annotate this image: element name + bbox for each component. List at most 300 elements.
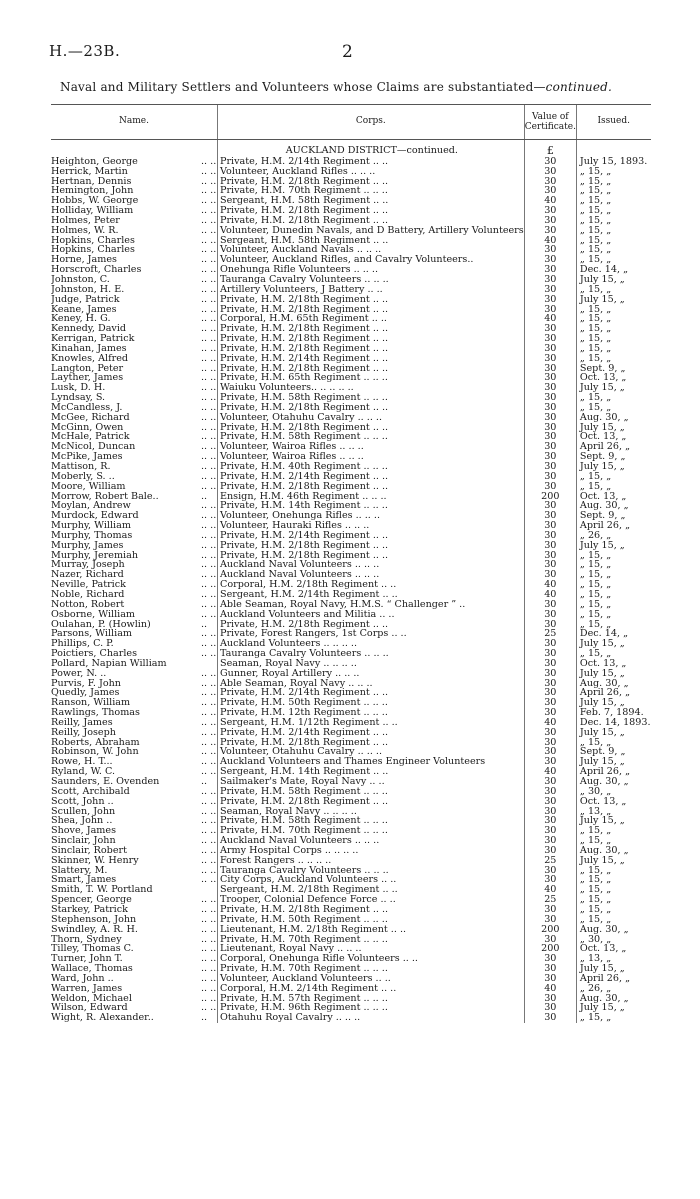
corps: Private, H.M. 2/18th Regiment .. .. (218, 206, 525, 216)
settler-name: Hertnan, Dennis (51, 176, 132, 187)
settler-name: Osborne, William (51, 609, 136, 620)
leader-dots: .. .. (201, 521, 217, 531)
certificate-value: 30 (524, 974, 576, 984)
issued-date: „ 26, „ (576, 531, 650, 541)
issued-date: „ 15, „ (576, 482, 650, 492)
certificate-value: 30 (524, 383, 576, 393)
settler-name: Phillips, C. P. (51, 639, 114, 650)
settler-name: Tilley, Thomas C. (51, 944, 134, 955)
certificate-value: 200 (524, 492, 576, 502)
issued-date: Oct. 13, „ (576, 797, 650, 807)
issued-date: Oct. 13, „ (576, 944, 650, 954)
leader-dots: .. .. (201, 452, 217, 462)
settler-name: Parsons, William (51, 629, 133, 640)
settler-name: Langton, Peter (51, 363, 124, 374)
corps: Private, H.M. 2/18th Regiment .. .. (218, 216, 525, 226)
issued-date: Dec. 14, „ (576, 629, 650, 639)
table-row (51, 994, 651, 1004)
table-row (51, 659, 651, 669)
settler-name: Wight, R. Alexander.. (51, 1013, 154, 1024)
certificate-value: 30 (524, 777, 576, 787)
certificate-value: 30 (524, 344, 576, 354)
issued-date: „ 15, „ (576, 570, 650, 580)
certificate-value: 30 (524, 432, 576, 442)
issued-date: Aug. 30, „ (576, 994, 650, 1004)
settler-name: Swindley, A. R. H. (51, 924, 138, 935)
table-row (51, 580, 651, 590)
table-row (51, 974, 651, 984)
leader-dots: .. .. (201, 649, 217, 659)
leader-dots: .. .. (201, 511, 217, 522)
leader-dots: .. .. (201, 708, 217, 718)
table-body (51, 140, 651, 1024)
corps: Lieutenant, Royal Navy .. .. .. (218, 944, 525, 954)
issued-date: „ 15, „ (576, 600, 650, 610)
certificate-value: 30 (524, 482, 576, 492)
table-row (51, 314, 651, 324)
certificate-value: 30 (524, 305, 576, 315)
caption-text: Naval and Military Settlers and Volunteers whose Claims are substantiated— (60, 80, 546, 94)
certificate-value: 40 (524, 590, 576, 600)
settler-name: Morrow, Robert Bale.. (51, 491, 159, 502)
corps: Sailmaker's Mate, Royal Navy .. .. (218, 777, 525, 787)
leader-dots: .. (201, 619, 208, 630)
issued-date: July 15, „ (576, 757, 650, 767)
issued-date: April 26, „ (576, 688, 650, 698)
table-row (51, 728, 651, 738)
certificate-value: 30 (524, 167, 576, 177)
leader-dots: .. .. (201, 383, 217, 394)
leader-dots: .. (201, 777, 208, 787)
leader-dots: .. .. (201, 993, 217, 1004)
leader-dots: .. .. (201, 206, 217, 216)
issued-date: „ 13, „ (576, 807, 650, 817)
leader-dots: .. .. (201, 462, 217, 472)
corps: Tauranga Cavalry Volunteers .. .. .. (218, 866, 525, 876)
table-row (51, 501, 651, 511)
certificate-value: 30 (524, 393, 576, 403)
leader-dots: .. .. (201, 196, 217, 207)
leader-dots: .. .. (201, 895, 217, 905)
table-row (51, 1013, 651, 1023)
certificate-value: 30 (524, 600, 576, 610)
certificate-value: 30 (524, 177, 576, 187)
issued-date: „ 15, „ (576, 245, 650, 255)
certificate-value: 30 (524, 610, 576, 620)
table-row (51, 186, 651, 196)
settler-name: Neville, Patrick (51, 580, 126, 590)
issued-date: April 26, „ (576, 442, 650, 452)
corps: Volunteer, Auckland Navals .. .. .. (218, 245, 525, 255)
corps: Private, H.M. 2/18th Regiment .. .. (218, 482, 525, 492)
table-row (51, 432, 651, 442)
corps: Auckland Naval Volunteers .. .. .. (218, 560, 525, 570)
certificate-value: 30 (524, 285, 576, 295)
leader-dots: .. .. (201, 698, 217, 709)
table-row (51, 236, 651, 246)
settler-name: Lusk, D. H. (51, 383, 106, 394)
table-row (51, 413, 651, 423)
table-row (51, 925, 651, 935)
certificate-value: 30 (524, 836, 576, 846)
certificate-value: 30 (524, 816, 576, 826)
claims-table (51, 104, 651, 1023)
certificate-value: 30 (524, 747, 576, 757)
corps: Private, H.M. 40th Regiment .. .. .. (218, 462, 525, 472)
leader-dots: .. .. (201, 501, 217, 512)
corps: Trooper, Colonial Defence Force .. .. (218, 895, 525, 905)
issued-date: „ 15, „ (576, 167, 650, 177)
leader-dots: .. .. (201, 550, 217, 561)
settler-name: Warren, James (51, 983, 123, 994)
corps: Private, H.M. 2/14th Regiment .. .. (218, 472, 525, 482)
issued-date: July 15, „ (576, 698, 650, 708)
corps: Private, H.M. 14th Regiment .. .. .. (218, 501, 525, 511)
settler-name: Power, N. .. (51, 668, 107, 679)
certificate-value: 30 (524, 265, 576, 275)
settler-name: Holmes, Peter (51, 215, 120, 226)
leader-dots: .. .. (201, 954, 217, 965)
table-row (51, 846, 651, 856)
leader-dots: .. .. (201, 156, 217, 167)
certificate-value: 30 (524, 807, 576, 817)
corps: Tauranga Cavalry Volunteers .. .. .. (218, 275, 525, 285)
corps: Sergeant, H.M. 1/12th Regiment .. .. (218, 718, 525, 728)
corps: Private, H.M. 70th Regiment .. .. .. (218, 964, 525, 974)
certificate-value: 200 (524, 944, 576, 954)
corps: Sergeant, H.M. 14th Regiment .. .. (218, 767, 525, 777)
table-row (51, 826, 651, 836)
issued-date: July 15, „ (576, 275, 650, 285)
certificate-value: 30 (524, 501, 576, 511)
issued-date: July 15, „ (576, 816, 650, 826)
issued-date: „ 15, „ (576, 836, 650, 846)
settler-name: McCandless, J. (51, 402, 123, 413)
leader-dots: .. .. (201, 255, 217, 266)
certificate-value: 30 (524, 620, 576, 630)
certificate-value: 30 (524, 560, 576, 570)
settler-name: Keane, James (51, 304, 117, 315)
settler-name: Holmes, W. R. (51, 225, 119, 236)
certificate-value: 30 (524, 757, 576, 767)
certificate-value: 30 (524, 1003, 576, 1013)
issued-date: July 15, „ (576, 728, 650, 738)
issued-date: July 15, „ (576, 423, 650, 433)
leader-dots: .. .. (201, 796, 217, 807)
corps: Able Seaman, Royal Navy .. .. .. (218, 679, 525, 689)
table-row (51, 521, 651, 531)
certificate-value: 30 (524, 935, 576, 945)
issued-date: Sept. 9, „ (576, 747, 650, 757)
certificate-value: 30 (524, 846, 576, 856)
settler-name: Purvis, F. John (51, 678, 121, 689)
certificate-value: 30 (524, 679, 576, 689)
certificate-value: 200 (524, 925, 576, 935)
table-row (51, 935, 651, 945)
certificate-value: 30 (524, 472, 576, 482)
certificate-value: 30 (524, 669, 576, 679)
corps: Auckland Naval Volunteers .. .. .. (218, 836, 525, 846)
corps: Private, H.M. 70th Regiment .. .. .. (218, 826, 525, 836)
corps: Private, H.M. 2/18th Regiment .. .. (218, 334, 525, 344)
leader-dots: .. .. (201, 599, 217, 610)
leader-dots: .. .. (201, 924, 217, 935)
certificate-value: 30 (524, 994, 576, 1004)
corps: Private, Forest Rangers, 1st Corps .. .. (218, 629, 525, 639)
table-row (51, 275, 651, 285)
table-row (51, 688, 651, 698)
table-row (51, 167, 651, 177)
table-row (51, 747, 651, 757)
certificate-value: 30 (524, 216, 576, 226)
corps: Seaman, Royal Navy .. .. .. .. (218, 807, 525, 817)
table-row (51, 767, 651, 777)
issued-date: „ 15, „ (576, 344, 650, 354)
table-row (51, 157, 651, 167)
leader-dots (201, 885, 218, 895)
corps: Private, H.M. 2/14th Regiment .. .. (218, 688, 525, 698)
table-row (51, 423, 651, 433)
certificate-value: 30 (524, 688, 576, 698)
leader-dots: .. .. (201, 393, 217, 403)
issued-date: „ 15, „ (576, 236, 650, 246)
corps: Private, H.M. 58th Regiment .. .. .. (218, 816, 525, 826)
certificate-value: 30 (524, 531, 576, 541)
certificate-value: 30 (524, 708, 576, 718)
certificate-value: 30 (524, 875, 576, 885)
certificate-value: 30 (524, 364, 576, 374)
leader-dots: .. .. (201, 973, 217, 984)
certificate-value: 30 (524, 295, 576, 305)
settler-name: Noble, Richard (51, 589, 125, 600)
corps: Tauranga Cavalry Volunteers .. .. .. (218, 649, 525, 659)
issued-date: „ 15, „ (576, 895, 650, 905)
corps: Private, H.M. 2/14th Regiment .. .. (218, 157, 525, 167)
corps: Private, H.M. 2/18th Regiment .. .. (218, 541, 525, 551)
leader-dots: .. .. (201, 826, 217, 837)
settler-name: Saunders, E. Ovenden (51, 777, 160, 787)
table-row (51, 226, 651, 236)
issued-date: July 15, „ (576, 856, 650, 866)
certificate-value: 30 (524, 639, 576, 649)
settler-name: McHale, Patrick (51, 432, 130, 443)
corps: Private, H.M. 2/18th Regiment .. .. (218, 344, 525, 354)
column-header-name: Name. (51, 105, 218, 140)
corps: Volunteer, Auckland Rifles, and Cavalry Volunteers.. (218, 255, 525, 265)
settler-name: Murray, Joseph (51, 560, 125, 571)
corps: Ensign, H.M. 46th Regiment .. .. .. (218, 492, 525, 502)
settler-name: Herrick, Martin (51, 166, 128, 177)
settler-name: Knowles, Alfred (51, 353, 129, 364)
table-row (51, 541, 651, 551)
table-row (51, 964, 651, 974)
table-row (51, 639, 651, 649)
issued-date: „ 26, „ (576, 984, 650, 994)
issued-date: „ 15, „ (576, 196, 650, 206)
issued-date: July 15, „ (576, 295, 650, 305)
settler-name: Moylan, Andrew (51, 501, 131, 512)
section-title: AUCKLAND DISTRICT—continued. (218, 140, 525, 157)
certificate-value: 30 (524, 521, 576, 531)
leader-dots: .. .. (201, 678, 217, 689)
corps: Private, H.M. 96th Regiment .. .. .. (218, 1003, 525, 1013)
corps: Private, H.M. 2/18th Regiment .. .. (218, 403, 525, 413)
certificate-value: 30 (524, 206, 576, 216)
table-row (51, 679, 651, 689)
issued-date: „ 15, „ (576, 305, 650, 315)
issued-date: „ 15, „ (576, 866, 650, 876)
corps: Artillery Volunteers, J Battery .. .. (218, 285, 525, 295)
table-row (51, 807, 651, 817)
settler-name: Starkey, Patrick (51, 904, 128, 915)
settler-name: Lyndsay, S. (51, 393, 106, 403)
corps: Volunteer, Otahuhu Cavalry .. .. .. (218, 747, 525, 757)
table-row (51, 452, 651, 462)
column-header-value: Value of Certificate. (524, 105, 576, 140)
settler-name: Moore, William (51, 481, 126, 492)
corps: Private, H.M. 2/18th Regiment .. .. (218, 620, 525, 630)
settler-name: Ranson, William (51, 698, 131, 709)
settler-name: Roberts, Abraham (51, 737, 140, 748)
settler-name: McNicol, Duncan (51, 442, 136, 453)
table-row (51, 472, 651, 482)
issued-date: „ 15, „ (576, 472, 650, 482)
table-row (51, 738, 651, 748)
certificate-value: 30 (524, 1013, 576, 1023)
table-row (51, 669, 651, 679)
corps: Seaman, Royal Navy .. .. .. .. (218, 659, 525, 669)
settler-name: McPike, James (51, 452, 123, 462)
table-row (51, 295, 651, 305)
corps: Private, H.M. 58th Regiment .. .. .. (218, 393, 525, 403)
certificate-value: 30 (524, 954, 576, 964)
settler-name: Oulahan, P. (Howlin) (51, 619, 151, 630)
leader-dots: .. .. (201, 855, 217, 866)
settler-name: Shove, James (51, 826, 116, 837)
settler-name: Sinclair, John (51, 836, 116, 846)
table-row (51, 216, 651, 226)
table-header-row (51, 105, 651, 140)
leader-dots: .. .. (201, 560, 217, 571)
table-row (51, 255, 651, 265)
certificate-value: 30 (524, 826, 576, 836)
corps: Army Hospital Corps .. .. .. .. (218, 846, 525, 856)
issued-date: July 15, „ (576, 669, 650, 679)
corps: Auckland Volunteers .. .. .. .. (218, 639, 525, 649)
corps: Volunteer, Wairoa Rifles .. .. .. (218, 452, 525, 462)
corps: Private, H.M. 2/18th Regiment .. .. (218, 738, 525, 748)
leader-dots: .. .. (201, 629, 217, 640)
certificate-value: 30 (524, 649, 576, 659)
corps: Volunteer, Dunedin Navals, and D Battery, Artillery Volunteers (218, 226, 525, 236)
issued-date: „ 30, „ (576, 935, 650, 945)
issued-date: Oct. 13, „ (576, 492, 650, 502)
settler-name: Judge, Patrick (51, 294, 120, 305)
issued-date: „ 15, „ (576, 334, 650, 344)
table-row (51, 196, 651, 206)
corps: Onehunga Rifle Volunteers .. .. .. (218, 265, 525, 275)
leader-dots: .. .. (201, 875, 217, 886)
page-number: 2 (342, 42, 353, 62)
issued-date: „ 15, „ (576, 393, 650, 403)
settler-name: Weldon, Michael (51, 993, 132, 1004)
leader-dots: .. .. (201, 816, 217, 827)
table-row (51, 649, 651, 659)
table-row (51, 836, 651, 846)
issued-date: „ 15, „ (576, 314, 650, 324)
certificate-value: 30 (524, 403, 576, 413)
corps: Private, H.M. 2/14th Regiment .. .. (218, 354, 525, 364)
issued-date: „ 15, „ (576, 649, 650, 659)
settler-name: Slattery, M. (51, 865, 108, 876)
table-row (51, 285, 651, 295)
settler-name: Turner, John T. (51, 954, 123, 965)
certificate-value: 30 (524, 354, 576, 364)
certificate-value: 30 (524, 413, 576, 423)
leader-dots: .. .. (201, 717, 217, 728)
issued-date: „ 15, „ (576, 1013, 650, 1023)
certificate-value: 30 (524, 226, 576, 236)
leader-dots: .. .. (201, 176, 217, 187)
table-row (51, 462, 651, 472)
settler-name: Wilson, Edward (51, 1003, 128, 1014)
certificate-value: 30 (524, 905, 576, 915)
table-row (51, 708, 651, 718)
leader-dots: .. .. (201, 836, 217, 846)
issued-date: „ 15, „ (576, 206, 650, 216)
table-caption (60, 80, 612, 94)
settler-name: Heighton, George (51, 156, 138, 167)
settler-name: Notton, Robert (51, 599, 125, 610)
issued-date: „ 15, „ (576, 915, 650, 925)
certificate-value: 40 (524, 984, 576, 994)
corps: Private, H.M. 65th Regiment .. .. .. (218, 373, 525, 383)
settler-name: Kennedy, David (51, 324, 127, 335)
settler-name: McGinn, Owen (51, 422, 124, 433)
issued-date: Dec. 14, 1893. (576, 718, 650, 728)
settler-name: Hobbs, W. George (51, 196, 139, 207)
settler-name: Reilly, Joseph (51, 727, 116, 738)
issued-date: „ 15, „ (576, 590, 650, 600)
leader-dots: .. .. (201, 570, 217, 581)
settler-name: Kinahan, James (51, 343, 127, 354)
certificate-value: 30 (524, 541, 576, 551)
certificate-value: 30 (524, 462, 576, 472)
settler-name: Hopkins, Charles (51, 245, 135, 256)
corps: Auckland Volunteers and Militia .. .. (218, 610, 525, 620)
leader-dots: .. .. (201, 737, 217, 748)
corps: Private, H.M. 58th Regiment .. .. .. (218, 787, 525, 797)
corps: Private, H.M. 2/14th Regiment .. .. (218, 531, 525, 541)
settler-name: Thorn, Sydney (51, 934, 122, 945)
leader-dots: .. .. (201, 589, 217, 600)
certificate-value: 30 (524, 728, 576, 738)
leader-dots: .. .. (201, 964, 217, 974)
settler-name: Robinson, W. John (51, 747, 139, 758)
settler-name: Murphy, James (51, 540, 124, 551)
settler-name: Hopkins, Charles (51, 235, 135, 246)
table-row (51, 875, 651, 885)
leader-dots: .. .. (201, 845, 217, 856)
corps: Sergeant, H.M. 2/18th Regiment .. .. (218, 885, 525, 895)
issued-date: Aug. 30, „ (576, 777, 650, 787)
table-row (51, 265, 651, 275)
leader-dots: .. .. (201, 412, 217, 423)
table-row (51, 954, 651, 964)
table-row (51, 373, 651, 383)
certificate-value: 25 (524, 629, 576, 639)
corps: Private, H.M. 70th Regiment .. .. .. (218, 186, 525, 196)
